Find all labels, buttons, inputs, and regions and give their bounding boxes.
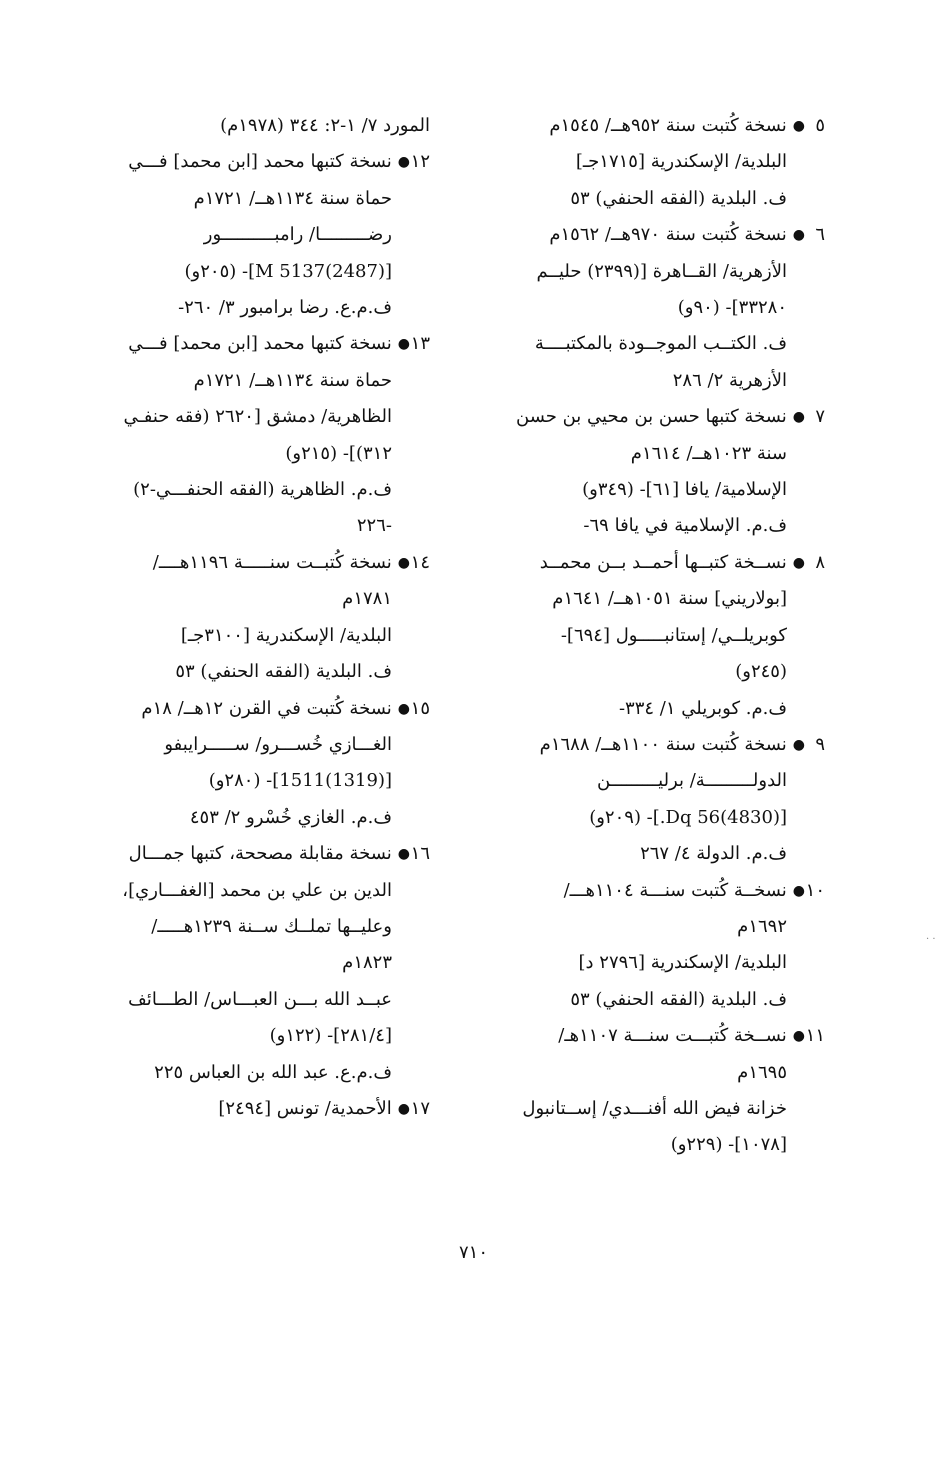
entry-line: الغـــازي خُســـرو/ ســـــرايبفو (164, 733, 392, 755)
entry-line: [١٠٧٨]- (٢٢٩و) (670, 1134, 787, 1156)
bullet-icon: ● (792, 1028, 805, 1045)
entry-number: ٨ (815, 551, 825, 573)
entry-line: الأزهرية/ القــاهرة [(٢٣٩٩) حليــم (536, 260, 787, 282)
entry-number: ١٧ (410, 1097, 430, 1119)
bullet-icon: ● (397, 700, 410, 717)
bullet-icon: ● (397, 554, 410, 571)
bullet-icon: ● (397, 1100, 410, 1117)
entry-first-line (100, 836, 430, 872)
entry-line: [(2487)5137 M]- (٢٠٥و) (184, 260, 392, 282)
entry-text: نســخة كتبــها أحمــد بــن محمــد (539, 551, 787, 573)
entry-line: [(4830)Dq 56.]- (٢٠٩و) (589, 806, 787, 828)
left-column-lead: المورد ٧/ ١-٢: ٣٤٤ (١٩٧٨م) (220, 115, 430, 136)
entry-line: الظاهرية/ دمشق [٢٦٢٠ (فقه حنفـي (123, 406, 392, 428)
right-column (490, 108, 825, 1164)
entry-line: البلدية/ الإسكندرية [١٧١٥جـ] (575, 151, 787, 173)
manuscript-entry (100, 144, 430, 326)
entry-line: الدولـــــــــة/ برليـــــــــن (596, 770, 787, 792)
entry-text: نسخة كُتبت سنة ١١٠٠هــ/ ١٦٨٨م (539, 733, 787, 755)
entry-number: ٥ (815, 115, 825, 136)
entry-number: ٧ (815, 406, 825, 428)
entry-number: ١٣ (410, 333, 430, 355)
manuscript-entry (100, 326, 430, 544)
entry-line: كوبريلــي/ إستانبـــــول [٦٩٤]- (560, 624, 787, 646)
manuscript-entry (490, 108, 825, 217)
page-number: ٧١٠ (458, 1242, 488, 1263)
entry-first-line (100, 691, 430, 727)
entry-line: ١٦٩٥م (737, 1061, 787, 1083)
entry-line: ف. البلدية (الفقه الحنفي) ٥٣ (175, 661, 392, 683)
entry-text: نسخة كُتبت سنة ٩٧٠هــ/ ١٥٦٢م (549, 224, 787, 246)
entry-number: ١٥ (410, 697, 430, 719)
bullet-icon: ● (792, 118, 805, 134)
entry-first-line (100, 326, 430, 362)
entry-line: البلدية/ الإسكندرية [٢٧٩٦ د] (578, 952, 787, 974)
entry-first-line (490, 108, 825, 144)
manuscript-entry (100, 691, 430, 837)
entry-line: ف.م. الغازي خُسْرو ٢/ ٤٥٣ (189, 806, 392, 828)
entry-first-line (100, 545, 430, 581)
entry-line: ١٧٨١م (342, 588, 392, 610)
entry-line: ف.م. الإسلامية في يافا ٦٩- (583, 515, 787, 537)
entry-line: ٣١٢)]- (٢١٥و) (285, 442, 392, 464)
entry-line: الدين بن علي بن محمد [الغفـــاري]، (122, 879, 392, 901)
bullet-icon: ● (792, 882, 805, 899)
entry-text: نسخة كُتبت في القرن ١٢هــ/ ١٨م (141, 697, 392, 719)
entry-number: ٦ (815, 224, 825, 246)
entry-line: البلدية/ الإسكندرية [٣١٠٠جـ] (180, 624, 392, 646)
entry-text: الأحمدية/ تونس [٢٤٩٤] (218, 1097, 392, 1119)
manuscript-entry (490, 399, 825, 545)
entry-line: وعليــها تملــك ســنة ١٢٣٩هـــــ/ (151, 915, 392, 937)
entry-first-line (100, 1091, 430, 1127)
entry-line: الإسلامية/ يافا [٦١]- (٣٤٩و) (582, 479, 787, 501)
entry-first-line (100, 144, 430, 180)
entry-line: ١٨٢٣م (342, 952, 392, 974)
bullet-icon: ● (792, 736, 805, 753)
manuscript-entry (490, 727, 825, 873)
entry-line: رضـــــــــا/ رامبــــــــــور (203, 224, 392, 246)
left-column (100, 108, 430, 1127)
manuscript-entry (490, 873, 825, 1019)
entry-number: ١١ (805, 1025, 825, 1047)
entry-number: ١٠ (805, 879, 825, 901)
entry-first-line (490, 399, 825, 435)
entry-line: ٣٣٢٨٠]- (٩٠و) (677, 297, 787, 319)
entry-line: ف.م. كوبريلي ١/ ٣٣٤- (618, 697, 787, 719)
entry-line: [(1319)1511]- (٢٨٠و) (208, 770, 392, 792)
bullet-icon: ● (397, 846, 410, 863)
entry-line: عبــد الله بـــن العبـــاس/ الطـــائف (128, 988, 392, 1010)
manuscript-entry (490, 545, 825, 727)
scan-dot-mark: · · (926, 934, 936, 945)
entry-first-line (490, 873, 825, 909)
entry-text: نســخة كُتبـــت سنـــة ١١٠٧هـ/ (558, 1025, 787, 1047)
entry-line: حماة سنة ١١٣٤هــ/ ١٧٢١م (193, 369, 392, 391)
bullet-icon: ● (397, 154, 410, 171)
entry-number: ٩ (815, 733, 825, 755)
bullet-icon: ● (792, 554, 805, 571)
entry-number: ١٢ (410, 151, 430, 173)
entry-first-line (490, 545, 825, 581)
bullet-icon: ● (397, 336, 410, 353)
entry-text: نسخة كتبها حسن بن محيي بن حسن (516, 406, 787, 428)
entry-line: ف. البلدية (الفقه الحنفي) ٥٣ (570, 988, 787, 1010)
manuscript-entry (490, 217, 825, 399)
entry-line: ١٦٩٢م (737, 915, 787, 937)
entry-text: نسخة كتبها محمد [ابن محمد] فـــي (128, 333, 392, 355)
entry-number: ١٤ (410, 551, 430, 573)
entry-first-line (490, 217, 825, 253)
entry-number: ١٦ (410, 843, 430, 865)
entry-line: ف.م.ع. رضا برامبور ٣/ ٢٦٠- (178, 297, 392, 319)
entry-first-line (490, 727, 825, 763)
entry-line: حماة سنة ١١٣٤هــ/ ١٧٢١م (193, 187, 392, 209)
manuscript-entry (100, 545, 430, 691)
bullet-icon: ● (792, 409, 805, 426)
entry-text: نسخة كتبها محمد [ابن محمد] فـــي (128, 151, 392, 173)
entry-line: ف.م. الدولة ٤/ ٢٦٧ (640, 843, 787, 865)
manuscript-entry (490, 1018, 825, 1164)
entry-line: ف.م. الظاهرية (الفقه الحنفـــي-٢) (133, 479, 392, 501)
entry-line: ف.م.ع. عبد الله بن العباس ٢٢٥ (154, 1061, 392, 1083)
entry-line: ف. البلدية (الفقه الحنفي) ٥٣ (570, 187, 787, 209)
entry-text: نسخــة كُتبت سنـــة ١١٠٤هـــ/ (563, 879, 787, 901)
entry-text: نسخة كُتبت سنة ٩٥٢هــ/ ١٥٤٥م (549, 115, 787, 136)
entry-first-line (490, 1018, 825, 1054)
bullet-icon: ● (792, 227, 805, 244)
entry-line: -٢٢٦ (356, 515, 392, 537)
entry-line: (٢٤٥و) (735, 661, 787, 683)
entry-line: [بولاريني] سنة ١٠٥١هــ/ ١٦٤١م (552, 588, 787, 610)
entry-line: الأزهرية ٢/ ٢٨٦ (672, 369, 787, 391)
entry-text: نسخة كُتبــت سنـــــة ١١٩٦هــــ/ (152, 551, 392, 573)
manuscript-entry (100, 836, 430, 1091)
entry-text: نسخة مقابلة مصححة، كتبها جمـــال (128, 843, 392, 865)
entry-line: [٢٨١/٤]- (١٢٢و) (269, 1025, 392, 1047)
manuscript-entry (100, 1091, 430, 1127)
entry-line: ف. الكتــب الموجــودة بالمكتبــــة (534, 333, 787, 355)
entry-line: خزانة فيض الله أفنـــدي/ إســتانبول (522, 1097, 787, 1119)
entry-line: سنة ١٠٢٣هــ/ ١٦١٤م (630, 442, 787, 464)
